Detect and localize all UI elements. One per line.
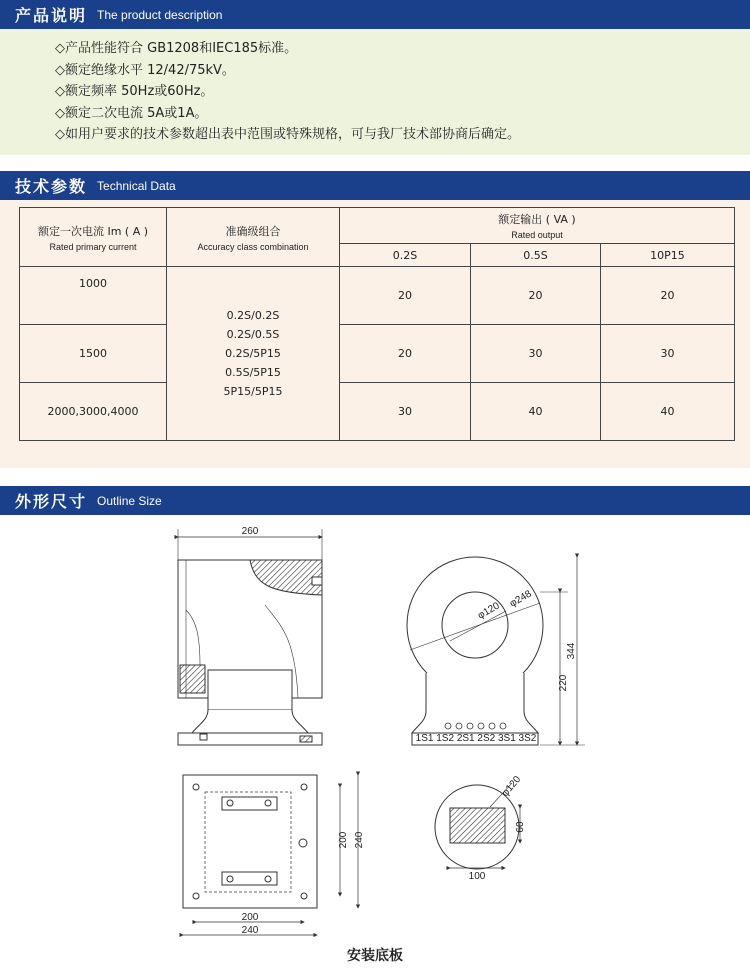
base-dim-240: 240 [241, 925, 259, 936]
value-cell: 20 [340, 267, 471, 325]
subheader-cell: 10P15 [601, 244, 735, 267]
outline-drawing [0, 515, 750, 945]
section-bar-technical [0, 171, 750, 200]
table-row [20, 383, 735, 441]
description-item: ◇额定绝缘水平 12/42/75kV。 [55, 62, 235, 78]
value-cell: 30 [471, 325, 601, 383]
base-plate-view [183, 775, 358, 935]
primary-cell: 2000,3000,4000 [20, 383, 167, 441]
table-row [20, 267, 735, 325]
header-output: 额定输出 ( VA ) Rated output [340, 208, 735, 244]
description-item: ◇额定频率 50Hz或60Hz。 [55, 84, 214, 99]
section-dim-100: 100 [468, 871, 486, 882]
section-title-en: Technical Data [97, 178, 176, 193]
header-accuracy: 准确级组合 Accuracy class combination [167, 208, 340, 267]
table-row [20, 325, 735, 383]
front-view [178, 529, 322, 745]
section-dim-60: 60 [515, 821, 526, 833]
value-cell: 30 [340, 383, 471, 441]
value-cell: 30 [601, 325, 735, 383]
base-dim-200: 200 [241, 912, 259, 923]
subheader-cell: 0.2S [340, 244, 471, 267]
accuracy-cell: 0.2S/0.2S 0.2S/0.5S 0.2S/5P15 0.5S/5P15 5P15/5P15 [167, 267, 340, 441]
dim-outer-dia: φ248 [508, 588, 534, 610]
section-title-zh: 产品说明 [15, 6, 88, 25]
description-item: ◇产品性能符合 GB1208和IEC185标准。 [55, 41, 298, 56]
value-cell: 20 [471, 267, 601, 325]
base-dim-200-vertical: 200 [338, 831, 349, 849]
drawing-caption: 安装底板 [347, 948, 403, 964]
primary-cell: 1500 [20, 325, 167, 383]
technical-table [19, 207, 735, 441]
section-title-en: The product description [97, 7, 223, 22]
section-title-zh: 技术参数 [15, 177, 88, 196]
dim-inner-dia: φ120 [476, 600, 502, 622]
value-cell: 40 [471, 383, 601, 441]
primary-cell: 1000 [20, 267, 167, 325]
section-bar-outline [0, 486, 750, 515]
side-view [407, 557, 585, 745]
header-primary: 额定一次电流 Im ( A ) Rated primary current [20, 208, 167, 267]
base-dim-240-vertical: 240 [354, 831, 365, 849]
section-title-en: Outline Size [97, 493, 162, 508]
section-title-zh: 外形尺寸 [15, 492, 88, 511]
section-dia: φ120 [499, 774, 524, 799]
dim-width: 260 [241, 526, 259, 537]
dim-height: 344 [566, 642, 577, 660]
value-cell: 20 [340, 325, 471, 383]
description-item: ◇额定二次电流 5A或1A。 [55, 105, 208, 121]
terminal-labels: 1S1 1S2 2S1 2S2 3S1 3S2 [415, 733, 537, 744]
subheader-cell: 0.5S [471, 244, 601, 267]
dim-base-height: 220 [558, 674, 569, 692]
description-item: ◇如用户要求的技术参数超出表中范围或特殊规格，可与我厂技术部协商后确定。 [55, 127, 520, 142]
value-cell: 40 [601, 383, 735, 441]
value-cell: 20 [601, 267, 735, 325]
section-bar-product [0, 0, 750, 29]
description-list [55, 38, 520, 146]
